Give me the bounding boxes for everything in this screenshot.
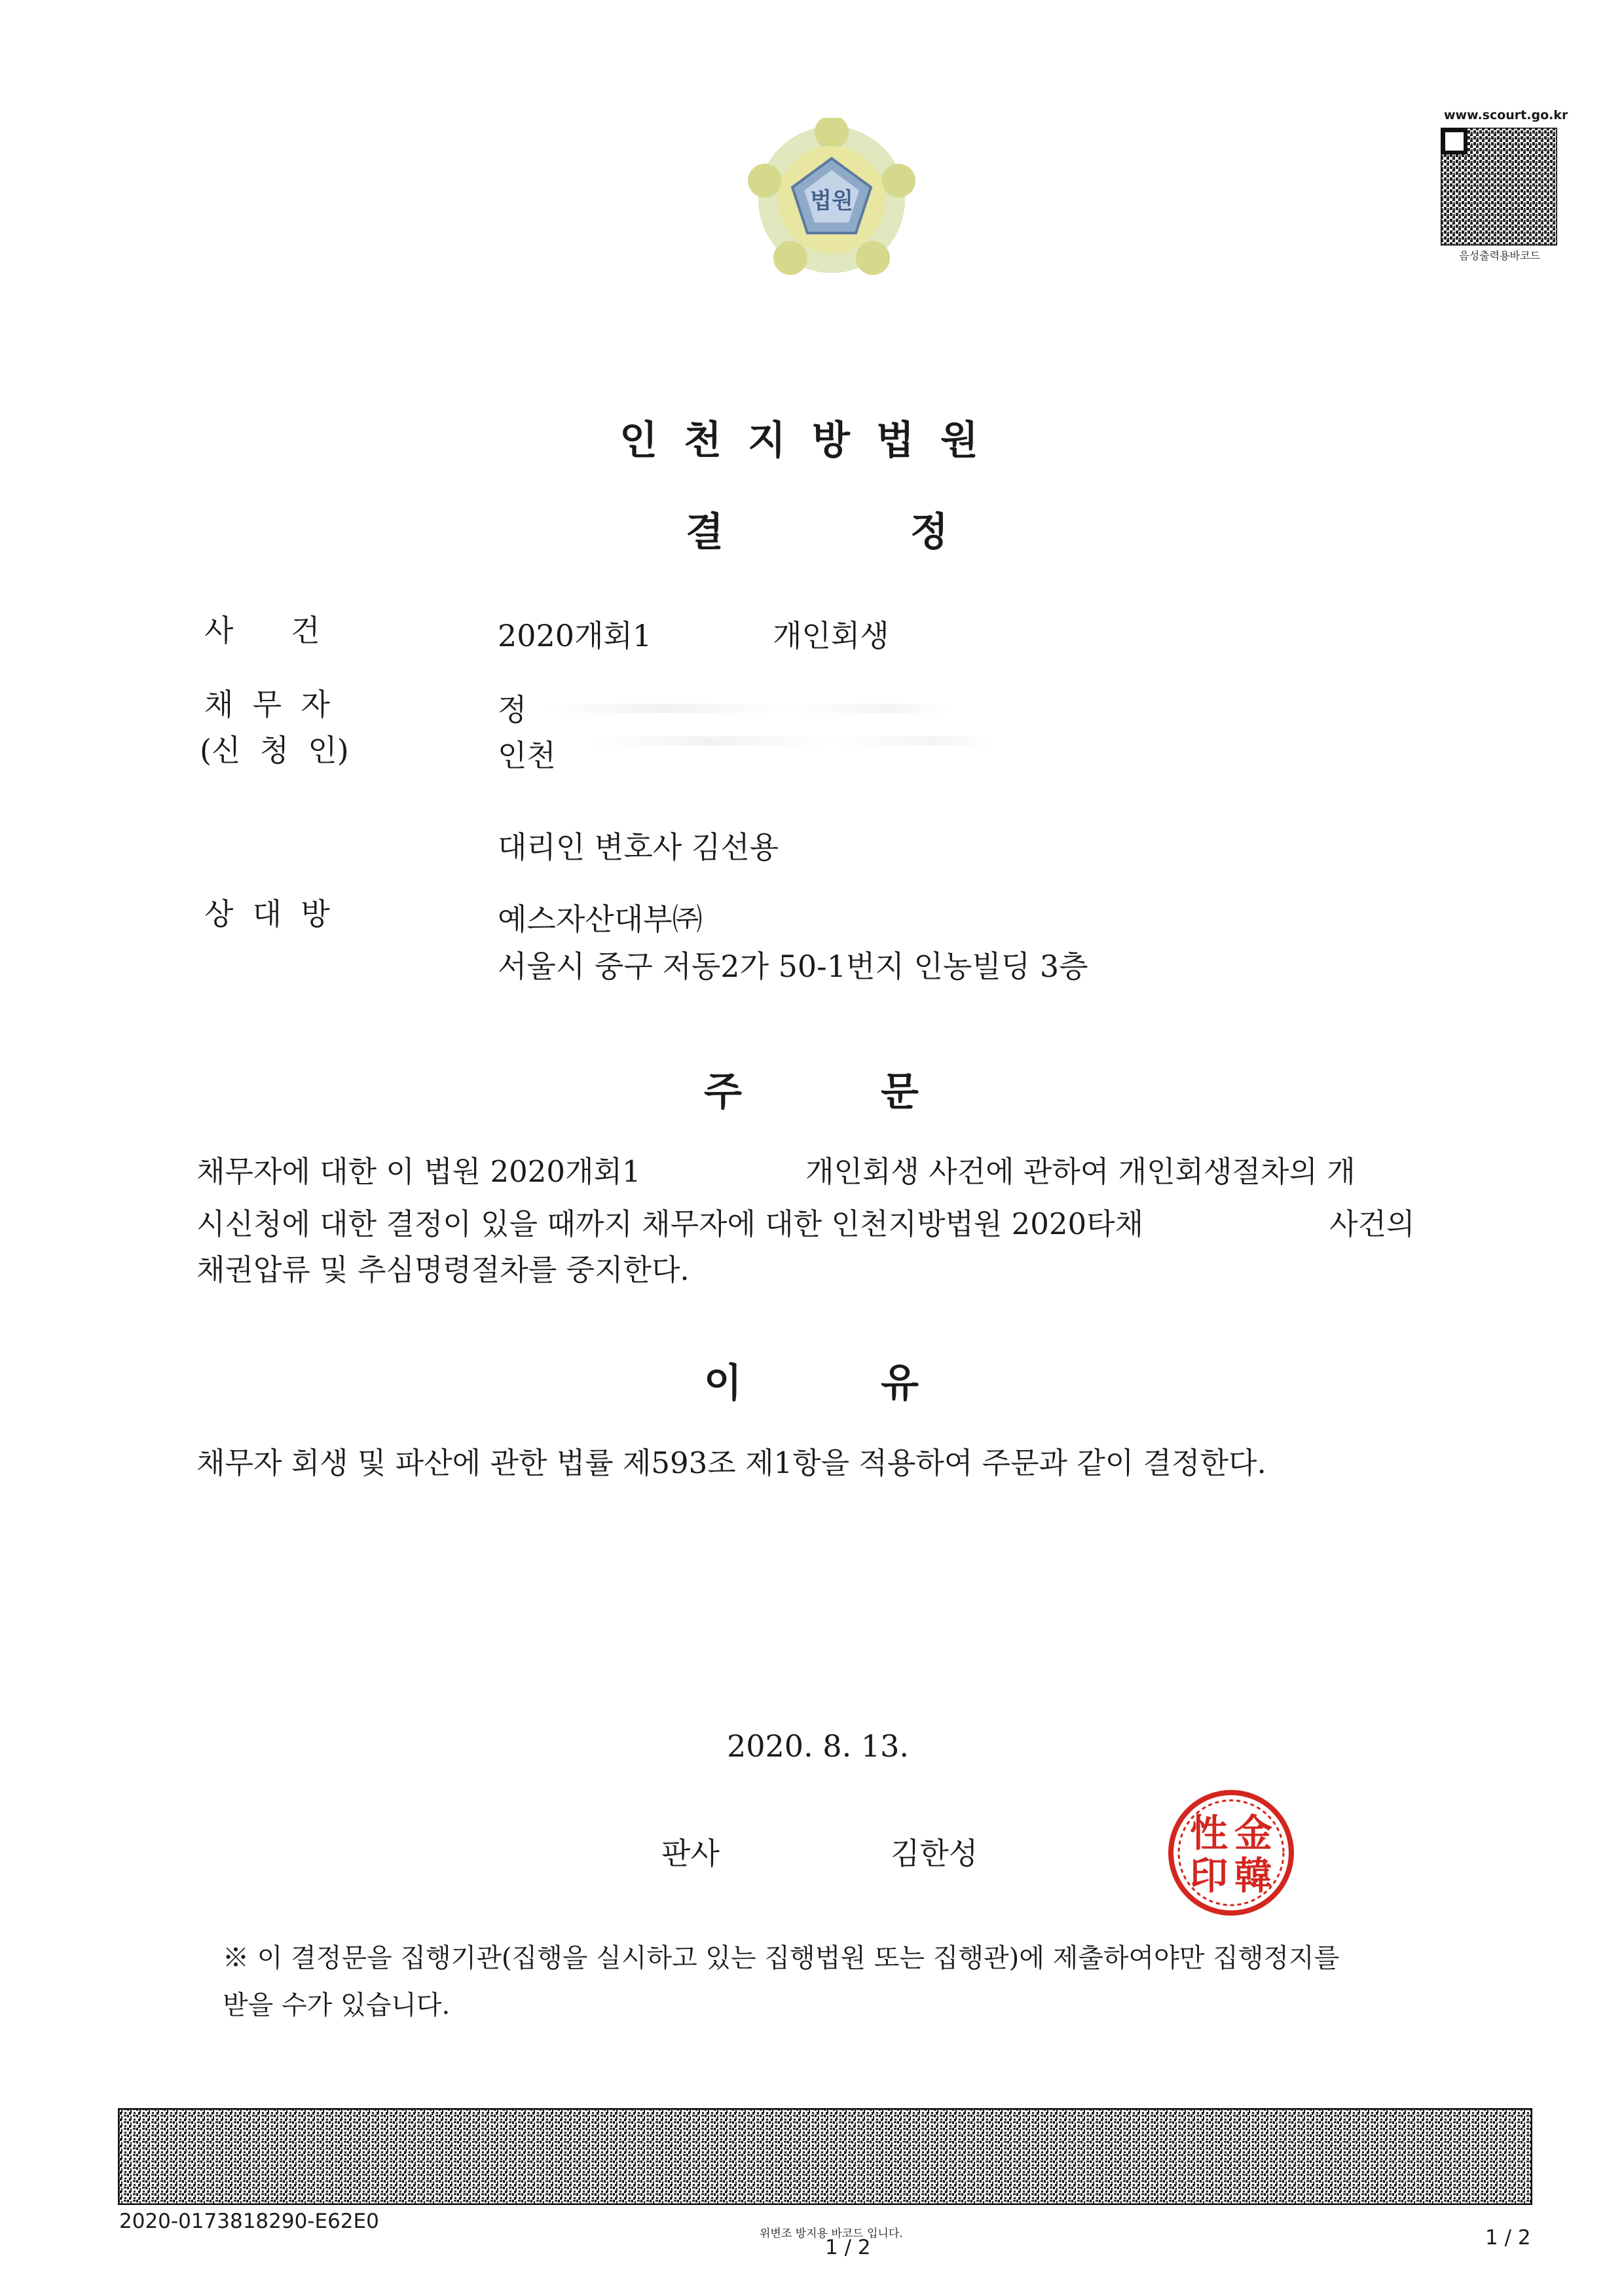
redacted-debtor-name xyxy=(544,704,950,713)
page-number-center: 1 / 2 xyxy=(825,2236,871,2259)
anti-forgery-barcode xyxy=(118,2108,1532,2205)
document-id: 2020-0173818290-E62E0 xyxy=(119,2210,379,2233)
counterparty-address: 서울시 중구 저동2가 50-1번지 인농빌딩 3층 xyxy=(498,949,1088,984)
enforcement-notice xyxy=(223,1935,1414,2029)
judge-seal-stamp xyxy=(1166,1784,1297,1922)
debtor-label: 채 무 자 xyxy=(204,687,330,722)
seal-char-1: 性 xyxy=(1189,1811,1228,1855)
debtor-address: 인천 xyxy=(498,738,556,773)
order-line-2a: 시신청에 대한 결정이 있을 때까지 채무자에 대한 인천지방법원 2020타채 xyxy=(196,1207,1144,1241)
qr-caption: 음성출력용바코드 xyxy=(1459,249,1540,262)
seal-icon xyxy=(1166,1784,1297,1922)
seal-char-4: 韓 xyxy=(1234,1853,1273,1898)
notice-line-1: ※ 이 결정문을 집행기관(집행을 실시하고 있는 집행법원 또는 집행관)에 제출하여야만 집행정지를 xyxy=(223,1943,1340,1973)
order-line-3: 채권압류 및 추심명령절차를 중지한다. xyxy=(196,1252,690,1287)
page-number-right: 1 / 2 xyxy=(1485,2226,1531,2250)
order-heading-right: 문 xyxy=(881,1069,919,1115)
redacted-debtor-address xyxy=(589,737,995,746)
case-type: 개인회생 xyxy=(773,618,889,653)
counterparty-name: 예스자산대부㈜ xyxy=(498,902,703,937)
order-heading-left: 주 xyxy=(704,1069,742,1115)
reason-heading-right: 유 xyxy=(881,1360,919,1406)
seal-char-3: 印 xyxy=(1189,1853,1228,1898)
case-label: 사 건 xyxy=(204,613,320,648)
reason-text: 채무자 회생 및 파산에 관한 법률 제593조 제1항을 적용하여 주문과 같이 결정한다. xyxy=(196,1446,1266,1480)
order-line-1a: 채무자에 대한 이 법원 2020개회1 xyxy=(196,1154,641,1189)
order-line-2b: 사건의 xyxy=(1329,1207,1415,1241)
court-emblem-icon xyxy=(747,118,917,282)
applicant-label: (신 청 인) xyxy=(200,733,349,768)
decision-date: 2020. 8. 13. xyxy=(727,1728,909,1764)
voice-output-qr-code xyxy=(1441,128,1557,246)
debtor-name: 정 xyxy=(498,692,527,727)
court-name: 인천지방법원 xyxy=(619,418,1005,464)
court-emblem xyxy=(747,118,917,282)
emblem-label: 법원 xyxy=(810,188,853,214)
judge-name: 김한성 xyxy=(891,1836,978,1871)
qr-url: www.scourt.go.kr xyxy=(1444,108,1568,122)
decision-heading-right: 정 xyxy=(910,509,948,555)
barcode-note: 위변조 방지용 바코드 입니다. xyxy=(760,2227,903,2240)
reason-heading-left: 이 xyxy=(704,1360,742,1406)
judge-label: 판사 xyxy=(661,1836,720,1871)
notice-line-2: 받을 수가 있습니다. xyxy=(223,1990,451,2020)
decision-heading-left: 결 xyxy=(686,509,724,555)
seal-char-2: 金 xyxy=(1234,1811,1273,1855)
debtor-agent: 대리인 변호사 김선용 xyxy=(498,829,779,865)
order-line-1b: 개인회생 사건에 관하여 개인회생절차의 개 xyxy=(805,1154,1356,1189)
counterparty-label: 상 대 방 xyxy=(204,896,330,932)
case-number: 2020개회1 xyxy=(498,618,652,653)
